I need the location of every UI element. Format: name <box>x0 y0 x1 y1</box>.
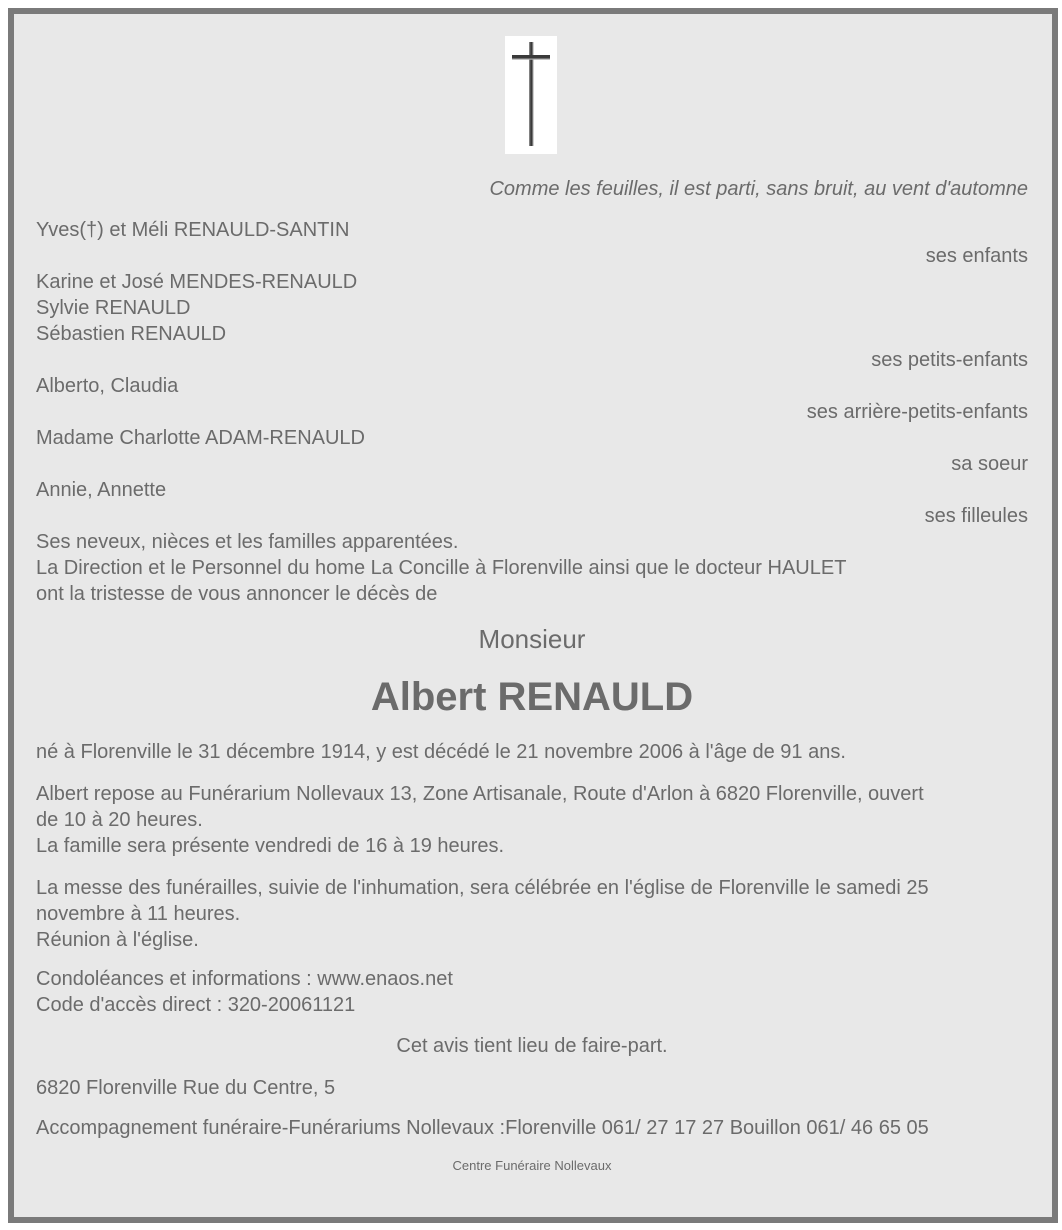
condolences-line: Condoléances et informations : www.enaos.net <box>36 968 453 990</box>
children-names: Yves(†) et Méli RENAULD-SANTIN <box>36 219 350 241</box>
funeral-line: La messe des funérailles, suivie de l'inhumation, sera célébrée en l'église de Florenville le samedi 25 <box>36 877 929 899</box>
announcement-line: ont la tristesse de vous annoncer le décès de <box>36 583 438 605</box>
deceased-name: Albert RENAULD <box>370 675 694 719</box>
children-label: ses enfants <box>925 245 1028 267</box>
cross-icon <box>505 36 557 154</box>
funeral-line: Réunion à l'église. <box>36 929 199 951</box>
goddaughters-label: ses filleules <box>924 505 1028 527</box>
honorific-title: Monsieur <box>478 624 586 654</box>
grandchild-name: Karine et José MENDES-RENAULD <box>36 271 358 293</box>
great-grandchildren-names: Alberto, Claudia <box>36 375 179 397</box>
funeral-service-line: Accompagnement funéraire-Funérariums Nollevaux :Florenville 061/ 27 17 27 Bouillon 061/ 46 65 05 <box>36 1117 929 1139</box>
address-line: 6820 Florenville Rue du Centre, 5 <box>36 1077 336 1099</box>
goddaughters-names: Annie, Annette <box>36 479 167 501</box>
epitaph-quote: Comme les feuilles, il est parti, sans bruit, au vent d'automne <box>489 178 1028 200</box>
birth-death-line: né à Florenville le 31 décembre 1914, y est décédé le 21 novembre 2006 à l'âge de 91 ans. <box>36 741 846 763</box>
repose-line: Albert repose au Funérarium Nollevaux 13, Zone Artisanale, Route d'Arlon à 6820 Florenville, ouvert <box>36 783 924 805</box>
sister-name: Madame Charlotte ADAM-RENAULD <box>36 427 365 449</box>
notice-frame <box>8 8 1058 1223</box>
access-code-line: Code d'accès direct : 320-20061121 <box>36 994 356 1016</box>
funeral-line: novembre à 11 heures. <box>36 903 241 925</box>
grandchildren-label: ses petits-enfants <box>871 349 1028 371</box>
grandchild-name: Sylvie RENAULD <box>36 297 191 319</box>
grandchild-name: Sébastien RENAULD <box>36 323 227 345</box>
repose-line: de 10 à 20 heures. <box>36 809 203 831</box>
notice-statement: Cet avis tient lieu de faire-part. <box>396 1035 668 1057</box>
announcement-line: La Direction et le Personnel du home La Concille à Florenville ainsi que le docteur HAULET <box>36 557 847 579</box>
great-grandchildren-label: ses arrière-petits-enfants <box>806 401 1028 423</box>
announcement-line: Ses neveux, nièces et les familles apparentées. <box>36 531 459 553</box>
sister-label: sa soeur <box>951 453 1028 475</box>
footer-credit: Centre Funéraire Nollevaux <box>452 1158 612 1173</box>
repose-line: La famille sera présente vendredi de 16 à 19 heures. <box>36 835 505 857</box>
